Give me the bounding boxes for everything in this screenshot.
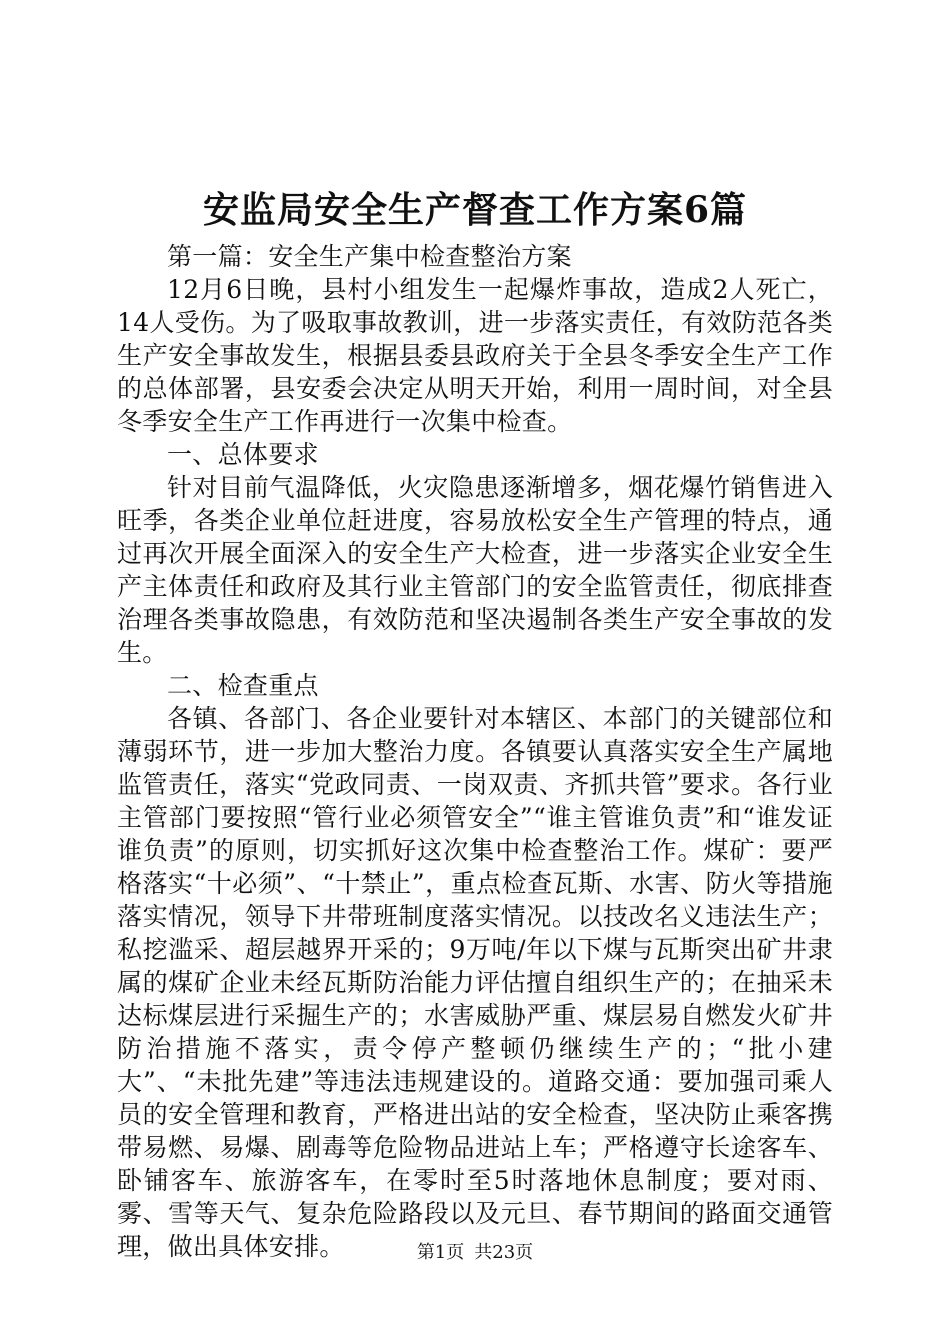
part-heading: 第一篇：安全生产集中检查整治方案 [167,242,572,271]
section-heading-inspection-focus: 二、检查重点 [167,671,319,700]
document-title: 安监局安全生产督查工作方案6篇 [202,189,748,231]
document-body [117,240,833,1263]
page-number: 第1页 [416,1242,465,1263]
section-paragraph-general-requirements: 针对目前气温降低，火灾隐患逐渐增多，烟花爆竹销售进入旺季，各类企业单位赶进度，容易放松安全生产管理的特点，通过再次开展全面深入的安全生产大检查，进一步落实企业安全生产主体责任和政府及其行业主管部门的安全监管责任，彻底排查治理各类事故隐患，有效防范和坚决遏制各类生产安全事故的发生。 [117,473,833,667]
page-footer [0,1240,950,1266]
section-heading-general-requirements: 一、总体要求 [167,440,319,469]
intro-paragraph: 12月6日晚，县村小组发生一起爆炸事故，造成2人死亡，14人受伤。为了吸取事故教训，进一步落实责任，有效防范各类生产安全事故发生，根据县委县政府关于全县冬季安全生产工作的总体部署，县安委会决定从明天开始，利用一周时间，对全县冬季安全生产工作再进行一次集中检查。 [117,275,833,436]
section-paragraph-inspection-focus: 各镇、各部门、各企业要针对本辖区、本部门的关键部位和薄弱环节，进一步加大整治力度。各镇要认真落实安全生产属地监管责任，落实“党政同责、一岗双责、齐抓共管”要求。各行业主管部门要按照“管行业必须管安全”“谁主管谁负责”和“谁发证谁负责”的原则，切实抓好这次集中检查整治工作。煤矿：要严格落实“十必须”、“十禁止”，重点检查瓦斯、水害、防火等措施落实情况，领导下井带班制度落实情况。以技改名义违法生产；私挖滥采、超层越界开采的；9万吨/年以下煤与瓦斯突出矿井隶属的煤矿企业未经瓦斯防治能力评估擅自组织生产的；在抽采未达标煤层进行采掘生产的；水害威胁严重、煤层易自燃发火矿井防治措施不落实，责令停产整顿仍继续生产的；“批小建大”、“未批先建”等违法违规建设的。道路交通：要加强司乘人员的安全管理和教育，严格进出站的安全检查，坚决防止乘客携带易燃、易爆、剧毒等危险物品进站上车；严格遵守长途客车、卧铺客车、旅游客车，在零时至5时落地休息制度；要对雨、雾、雪等天气、复杂危险路段以及元旦、春节期间的路面交通管理，做出具体安排。 [117,704,833,1261]
page-total: 共23页 [474,1242,534,1263]
